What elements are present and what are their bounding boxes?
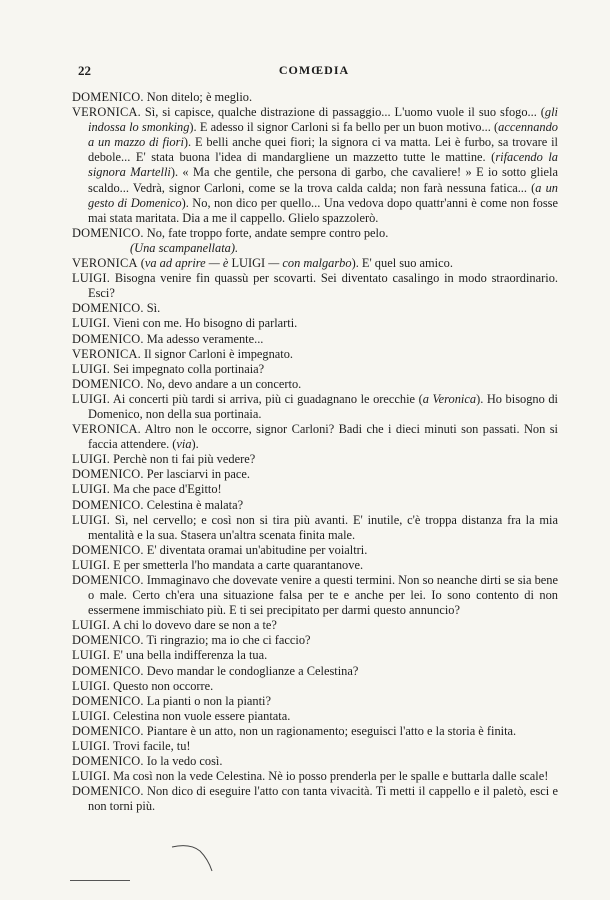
speaker-name: VERONICA — [72, 256, 138, 271]
spoken-line: LUIGI — [231, 256, 266, 271]
spoken-line: Ai concerti più tardi si arriva, più ci guadagnano le orecchie ( — [110, 391, 423, 406]
dialogue-turn — [72, 452, 558, 467]
dialogue-turn — [72, 256, 558, 271]
speaker-name: DOMENICO. — [72, 754, 144, 769]
dialogue-turn — [72, 90, 558, 105]
dialogue-turn — [72, 332, 558, 347]
stage-direction: a Veronica — [422, 391, 477, 406]
speaker-name: LUIGI. — [72, 361, 111, 376]
dialogue-turn — [72, 513, 558, 543]
speaker-name: VERONICA. — [72, 105, 141, 120]
speaker-name: LUIGI. — [72, 618, 111, 633]
speaker-name: DOMENICO. — [72, 573, 144, 587]
pen-stroke-mark — [170, 835, 220, 875]
dialogue-turn — [72, 739, 558, 754]
spoken-line: Devo mandar le condoglianze a Celestina? — [143, 663, 359, 678]
speaker-name: DOMENICO. — [72, 633, 144, 648]
dialogue-turn — [72, 754, 558, 769]
dialogue-turn — [72, 105, 558, 226]
spoken-line: ). Ho bisogno di Domenico, non della sua portinaia. — [88, 391, 558, 421]
speaker-name: DOMENICO. — [72, 497, 144, 512]
dialogue-body — [72, 90, 558, 815]
spoken-line: Bisogna venire fin quassù per scovarti. Sei diventato casalingo in modo straordinario. Esci? — [88, 271, 558, 301]
spoken-line: Io la vedo così. — [143, 754, 223, 769]
speaker-name: DOMENICO. — [72, 693, 144, 708]
spoken-line: ). E belli anche quei fiori; la signora ci va matta. Lei è furbo, sa trovare il debole... E' stata buona l'idea di mandargliene un mazzetto tutte le mattine. ( — [88, 135, 558, 165]
stage-direction: accennando a un mazzo di fiori — [88, 120, 559, 150]
dialogue-turn — [72, 784, 558, 814]
dialogue-turn — [72, 467, 558, 482]
page-number: 22 — [78, 63, 91, 78]
dialogue-turn — [72, 694, 558, 709]
speaker-name: LUIGI. — [72, 391, 111, 406]
speaker-name: DOMENICO. — [72, 301, 144, 316]
speaker-name: VERONICA. — [72, 422, 141, 437]
speaker-name: LUIGI. — [72, 482, 111, 497]
speaker-name: DOMENICO. — [72, 542, 144, 557]
spoken-line: A chi lo dovevo dare se non a te? — [110, 618, 277, 633]
dialogue-turn — [72, 633, 558, 648]
speaker-name: LUIGI. — [72, 708, 111, 723]
speaker-name: LUIGI. — [72, 769, 111, 784]
spoken-line: Immaginavo che dovevate venire a questi termini. Non so neanche dirti se sia bene o male. Certo ch'era una situazione falsa per te e anche per lei. Io sono contento di non essermene immischiato più. E ti sei precipitato per darmi questo annuncio? — [88, 573, 558, 618]
spoken-line: Non dico di eseguire l'atto con tanta vivacità. Ti metti il cappello e il paletò, esci e non torni più. — [88, 784, 558, 814]
spoken-line: Non ditelo; è meglio. — [143, 90, 253, 104]
dialogue-turn — [72, 709, 558, 724]
speaker-name: LUIGI. — [72, 557, 111, 572]
speaker-name: DOMENICO. — [72, 90, 144, 104]
spoken-line: No, devo andare a un concerto. — [143, 376, 302, 391]
stage-direction: gli indossa lo smonking — [88, 105, 558, 135]
dialogue-turn — [72, 543, 558, 558]
speaker-name: LUIGI. — [72, 648, 111, 663]
dialogue-turn — [72, 226, 558, 241]
spoken-line: Sei impegnato colla portinaia? — [110, 361, 265, 376]
running-title: COMŒDIA — [278, 63, 350, 77]
spoken-line: E' una bella indifferenza la tua. — [110, 648, 268, 663]
spoken-line: Perchè non ti fai più vedere? — [110, 452, 256, 467]
speaker-name: LUIGI. — [72, 739, 111, 754]
spoken-line: Sì, si capisce, qualche distrazione di passaggio... L'uomo vuole il suo sfogo... ( — [140, 105, 545, 120]
speaker-name: DOMENICO. — [72, 784, 144, 799]
dialogue-turn — [72, 679, 558, 694]
spoken-line: ). No, non dico per quello... Una vedova dopo quattr'anni è come non fosse mai stata maritata. Dia a me il cappello. Glielo spazzolerò. — [88, 195, 558, 225]
spoken-line: Per lasciarvi in pace. — [143, 467, 250, 482]
dialogue-turn — [72, 664, 558, 679]
dialogue-turn — [72, 769, 558, 784]
spoken-line: Celestina è malata? — [143, 497, 244, 512]
speaker-name: DOMENICO. — [72, 663, 144, 678]
dialogue-turn — [72, 573, 558, 618]
speaker-name: LUIGI. — [72, 452, 111, 467]
dialogue-turn — [72, 648, 558, 663]
spoken-line: ( — [137, 256, 145, 271]
speaker-name: LUIGI. — [72, 512, 111, 527]
spoken-line: ). E adesso il signor Carloni si fa bello per un buon motivo... ( — [189, 120, 499, 135]
speaker-name: VERONICA. — [72, 346, 141, 361]
dialogue-turn — [72, 618, 558, 633]
dialogue-turn — [72, 347, 558, 362]
speaker-name: LUIGI. — [72, 316, 111, 331]
dialogue-turn — [72, 422, 558, 452]
spoken-line: No, fate troppo forte, andate sempre contro pelo. — [143, 225, 389, 240]
spoken-line: Ma così non la vede Celestina. Nè io posso prenderla per le spalle e buttarla dalle scale! — [110, 769, 549, 784]
speaker-name: LUIGI. — [72, 271, 111, 286]
speaker-name: DOMENICO. — [72, 723, 144, 738]
spoken-line: La pianti o non la pianti? — [143, 693, 271, 708]
spoken-line: ). E' quel suo amico. — [351, 256, 453, 271]
stage-direction: — con malgarbo — [265, 256, 352, 271]
spoken-line: E' diventata oramai un'abitudine per voialtri. — [143, 542, 368, 557]
dialogue-turn — [72, 482, 558, 497]
spoken-line: Vieni con me. Ho bisogno di parlarti. — [110, 316, 298, 331]
speaker-name: DOMENICO. — [72, 331, 144, 346]
spoken-line: Il signor Carloni è impegnato. — [140, 346, 294, 361]
dialogue-turn — [72, 301, 558, 316]
speaker-name: DOMENICO. — [72, 225, 144, 240]
dialogue-turn — [72, 362, 558, 377]
spoken-line: Ma adesso veramente... — [143, 331, 264, 346]
dialogue-turn — [72, 271, 558, 301]
speaker-name: DOMENICO. — [72, 467, 144, 482]
spoken-line: Celestina non vuole essere piantata. — [110, 708, 291, 723]
spoken-line: Piantare è un atto, non un ragionamento; eseguisci l'atto e la storia è finita. — [143, 723, 517, 738]
spoken-line: ). « Ma che gentile, che persona di garbo, che cavaliere! » E io sotto gliela scaldo... Vedrà, signor Carloni, come se la trova calda calda; non farà nessuna fatica... ( — [88, 165, 558, 195]
page-header — [78, 63, 550, 81]
spoken-line: Ti ringrazio; ma io che ci faccio? — [143, 633, 311, 648]
speaker-name: LUIGI. — [72, 678, 111, 693]
spoken-line: Sì. — [143, 301, 161, 316]
stage-direction: rifacendo la signora Martelli — [88, 150, 559, 180]
dialogue-turn — [72, 724, 558, 739]
stage-direction: via — [176, 437, 192, 452]
spoken-line: Trovi facile, tu! — [110, 739, 191, 754]
spoken-line: Sì, nel cervello; e così non si tira più avanti. E' inutile, c'è troppa distanza fra la mia mentalità e la sua. Stasera un'altra scenata finita male. — [88, 512, 558, 542]
footnote-rule — [70, 880, 130, 881]
dialogue-turn — [72, 498, 558, 513]
dialogue-turn — [72, 392, 558, 422]
dialogue-turn — [72, 316, 558, 331]
spoken-line: E per smetterla l'ho mandata a carte quarantanove. — [110, 557, 364, 572]
spoken-line: Ma che pace d'Egitto! — [110, 482, 222, 497]
spoken-line: Questo non occorre. — [110, 678, 214, 693]
stage-direction: a un gesto di Domenico — [88, 180, 558, 210]
stage-direction: (Una scampanellata). — [130, 240, 239, 255]
dialogue-turn — [72, 558, 558, 573]
dialogue-turn — [72, 377, 558, 392]
stage-direction: va ad aprire — è — [144, 256, 232, 271]
speaker-name: DOMENICO. — [72, 376, 144, 391]
spoken-line: ). — [191, 437, 199, 452]
spoken-line: Altro non le occorre, signor Carloni? Badi che i dieci minuti son passati. Non si faccia attendere. ( — [88, 422, 558, 452]
